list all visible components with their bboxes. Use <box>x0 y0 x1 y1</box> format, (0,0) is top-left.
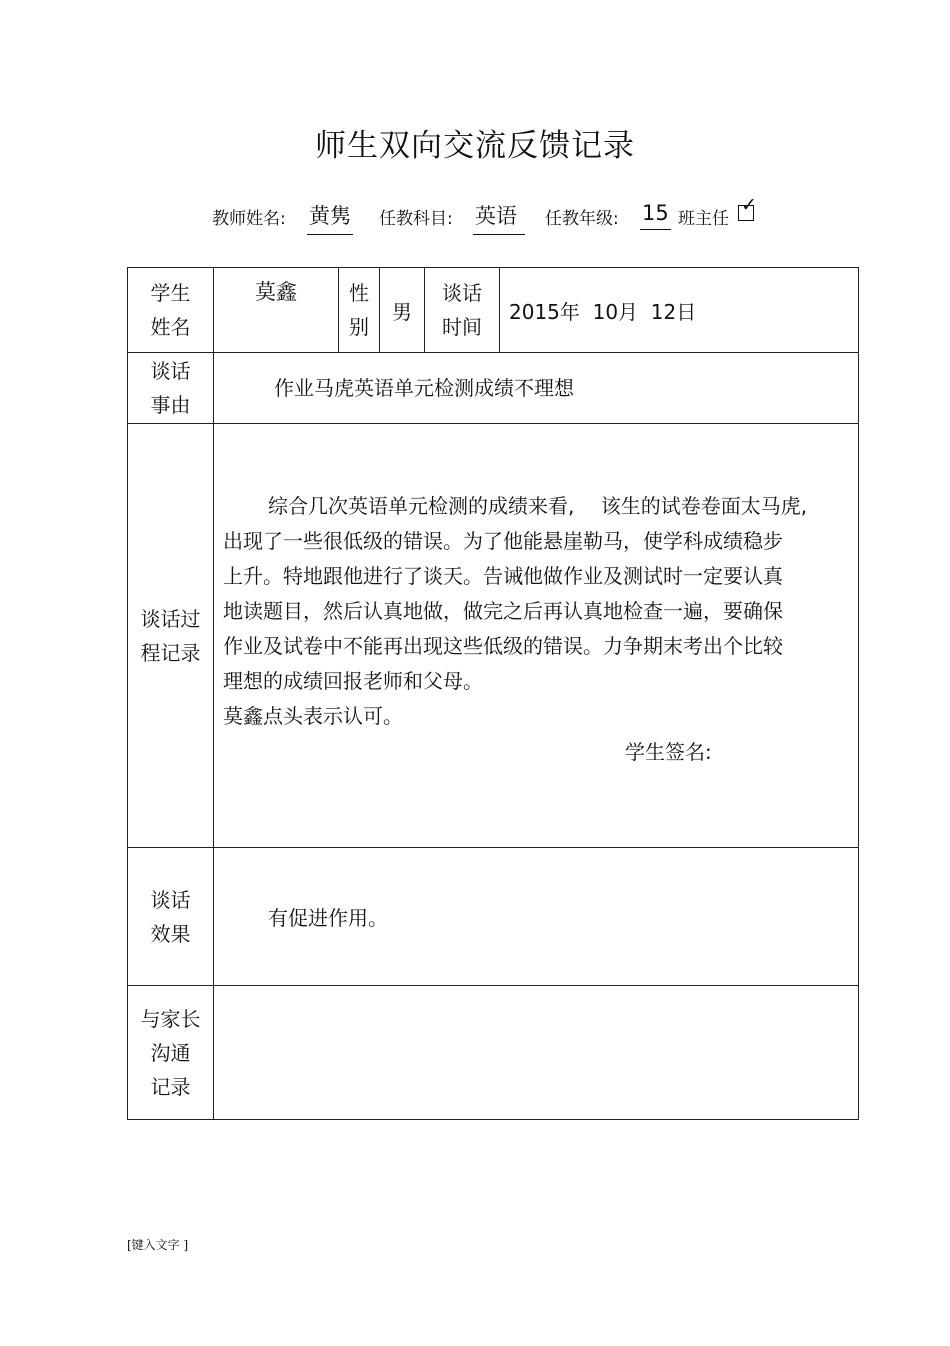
talk-record-label: 谈话过 程记录 <box>128 424 214 848</box>
subject-value: 英语 <box>473 200 525 235</box>
footer-placeholder: [键入文字 ] <box>127 1238 189 1252</box>
signature-label: 学生签名: <box>625 740 712 764</box>
talk-record-text: 综合几次英语单元检测的成绩来看, 该生的试卷卷面太马虎, 出现了一些很低级的错误。为了他能悬崖勒马，使学科成绩稳步 上升。特地跟他进行了谈天。告诫他做作业及测试时一定要认真 地读题目，然后认真地做，做完之后再认真地检查一遍，要确保 作业及试卷中不能再出现这些低级的错误。力争期末考出个比较 理想的成绩回报老师和父母。 莫鑫点头表示认可。 学生签名: <box>214 489 858 770</box>
teacher-name-label: 教师姓名: <box>212 209 286 229</box>
check-icon: ✓ <box>741 194 757 216</box>
subject-label: 任教科目: <box>379 209 453 229</box>
parent-communication-label: 与家长 沟通 记录 <box>128 986 214 1120</box>
page-title: 师生双向交流反馈记录 <box>315 128 635 164</box>
gender-label: 性 别 <box>339 268 380 353</box>
student-name-label: 学生 姓名 <box>128 268 214 353</box>
talk-time-value: 2015年 10月 12日 <box>500 268 859 353</box>
talk-effect-value: 有促进作用。 <box>214 848 859 986</box>
grade-label: 任教年级: <box>545 209 619 229</box>
talk-reason-value: 作业马虎英语单元检测成绩不理想 <box>214 353 859 424</box>
talk-record-content <box>214 424 859 848</box>
talk-time-label: 谈话 时间 <box>425 268 500 353</box>
feedback-form-table <box>127 267 859 1120</box>
talk-reason-label: 谈话 事由 <box>128 353 214 424</box>
grade-value: 15 <box>640 201 671 230</box>
gender-value: 男 <box>380 268 425 353</box>
parent-communication-value <box>214 986 859 1120</box>
talk-effect-label: 谈话 效果 <box>128 848 214 986</box>
homeroom-label: 班主任 <box>678 209 729 229</box>
teacher-name-value: 黄隽 <box>307 200 353 235</box>
student-name-value: 莫鑫 <box>214 268 339 353</box>
